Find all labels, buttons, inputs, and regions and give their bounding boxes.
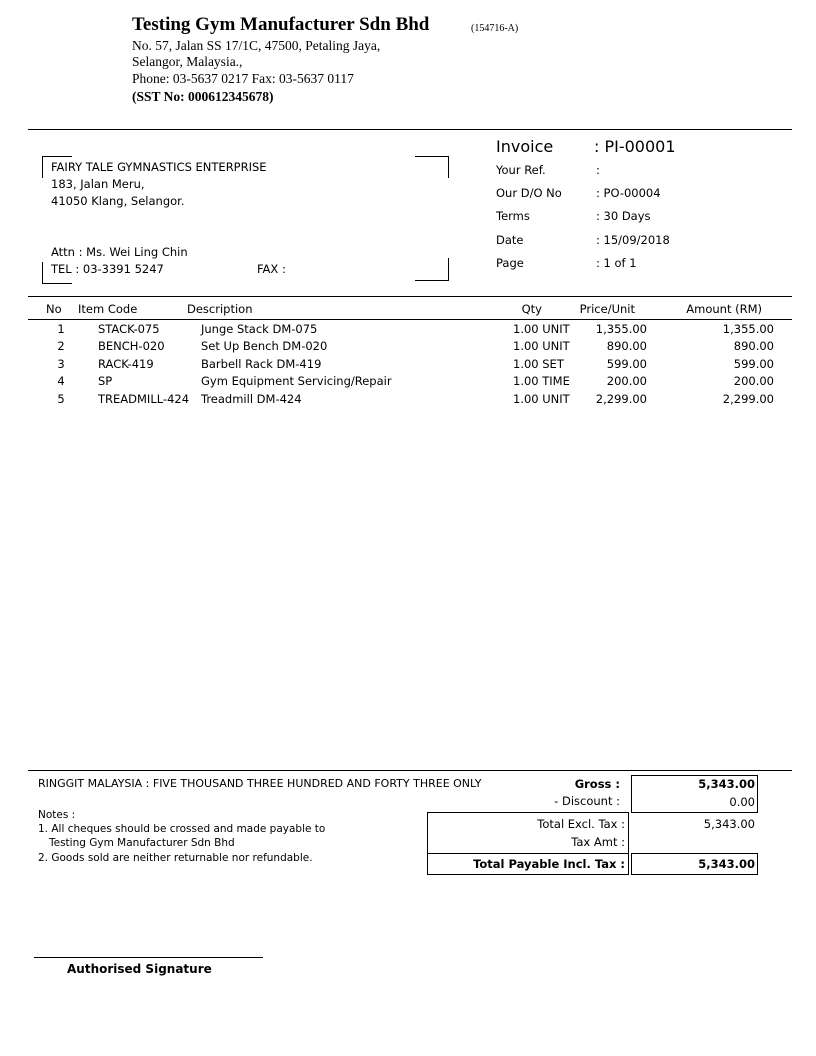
bracket-top-right-v [448,156,449,178]
row-no: 4 [57,374,65,389]
row-qty: 1.00 UNIT [513,391,570,406]
header-divider [28,129,792,130]
bracket-top-left-h [42,156,72,157]
company-address-line-2: Selangor, Malaysia., [132,54,243,69]
row-no: 5 [57,391,65,406]
column-header-qty: Qty [521,302,542,316]
row-qty: 1.00 UNIT [513,339,570,354]
invoice-items-table [34,320,774,408]
total-payable-value: 5,343.00 [698,857,755,871]
row-amount: 890.00 [733,339,774,354]
row-no: 3 [57,356,65,371]
row-no: 2 [57,339,65,354]
discount-value: 0.00 [729,795,755,809]
column-header-description: Description [187,302,253,316]
row-description: Gym Equipment Servicing/Repair [201,374,392,389]
table-row [34,338,774,356]
terms-value: : 30 Days [596,209,651,223]
footer-divider [28,770,792,771]
row-item-code: SP [98,374,113,389]
do-number-value: : PO-00004 [596,186,661,200]
customer-fax: FAX : [257,262,286,276]
row-item-code: TREADMILL-424 [98,391,190,406]
customer-address-line-1: 183, Jalan Meru, [51,177,145,191]
column-header-item-code: Item Code [78,302,138,316]
row-amount: 599.00 [733,356,774,371]
row-price: 599.00 [606,356,647,371]
your-ref-value: : [596,163,600,177]
row-price: 890.00 [606,339,647,354]
customer-attention: Attn : Ms. Wei Ling Chin [51,245,188,259]
invoice-title: Invoice [496,137,554,156]
notes-title: Notes : [38,809,76,821]
notes-line-3: 2. Goods sold are neither returnable nor refundable. [38,852,313,864]
bracket-top-left-v [42,156,43,178]
bracket-bottom-right-v [448,258,449,280]
page-label: Page [496,256,524,270]
row-price: 2,299.00 [595,391,647,406]
company-phone-fax: Phone: 03-5637 0217 Fax: 03-5637 0117 [132,71,354,86]
table-row [34,355,774,373]
column-header-price: Price/Unit [579,302,635,316]
bracket-top-right-h [415,156,449,157]
table-row [34,320,774,338]
row-no: 1 [57,321,65,336]
customer-name: FAIRY TALE GYMNASTICS ENTERPRISE [51,160,267,174]
table-row [34,390,774,408]
company-address-line-1: No. 57, Jalan SS 17/1C, 47500, Petaling Jaya, [132,38,381,53]
tax-amount-label: Tax Amt : [571,835,625,849]
company-name: Testing Gym Manufacturer Sdn Bhd [132,14,430,35]
page-value: : 1 of 1 [596,256,637,270]
row-amount: 200.00 [733,374,774,389]
table-row [34,373,774,391]
date-label: Date [496,233,524,247]
gross-value: 5,343.00 [698,777,755,791]
row-description: Barbell Rack DM-419 [201,356,322,371]
customer-address-line-2: 41050 Klang, Selangor. [51,194,185,208]
table-header-top-line [28,296,792,297]
row-price: 1,355.00 [595,321,647,336]
total-excl-tax-label: Total Excl. Tax : [537,817,625,831]
row-price: 200.00 [606,374,647,389]
column-header-amount: Amount (RM) [686,302,762,316]
notes-line-2: Testing Gym Manufacturer Sdn Bhd [49,837,235,849]
row-amount: 2,299.00 [722,391,774,406]
company-sst-number: (SST No: 000612345678) [132,89,274,104]
row-qty: 1.00 TIME [513,374,570,389]
bracket-bottom-left-h [42,283,72,284]
signature-line [34,957,263,958]
row-item-code: STACK-075 [98,321,160,336]
discount-label: - Discount : [554,794,620,808]
terms-label: Terms [496,209,530,223]
row-qty: 1.00 UNIT [513,321,570,336]
do-number-label: Our D/O No [496,186,562,200]
customer-telephone: TEL : 03-3391 5247 [51,262,164,276]
bracket-bottom-left-v [42,262,43,284]
bracket-bottom-right-h [415,280,449,281]
row-amount: 1,355.00 [722,321,774,336]
row-description: Set Up Bench DM-020 [201,339,328,354]
row-description: Treadmill DM-424 [201,391,302,406]
total-excl-tax-value: 5,343.00 [703,817,755,831]
total-payable-label: Total Payable Incl. Tax : [473,857,625,871]
column-header-no: No [46,302,62,316]
tax-summary-divider [427,853,629,854]
row-item-code: RACK-419 [98,356,154,371]
notes-line-1: 1. All cheques should be crossed and made payable to [38,823,326,835]
invoice-number: : PI-00001 [594,137,676,156]
authorised-signature-label: Authorised Signature [67,962,212,976]
row-item-code: BENCH-020 [98,339,165,354]
date-value: : 15/09/2018 [596,233,670,247]
amount-in-words: RINGGIT MALAYSIA : FIVE THOUSAND THREE HUNDRED AND FORTY THREE ONLY [38,777,482,790]
row-qty: 1.00 SET [513,356,564,371]
your-ref-label: Your Ref. [496,163,546,177]
company-registration-number: (154716-A) [471,23,519,34]
gross-label: Gross : [574,777,620,791]
row-description: Junge Stack DM-075 [201,321,318,336]
